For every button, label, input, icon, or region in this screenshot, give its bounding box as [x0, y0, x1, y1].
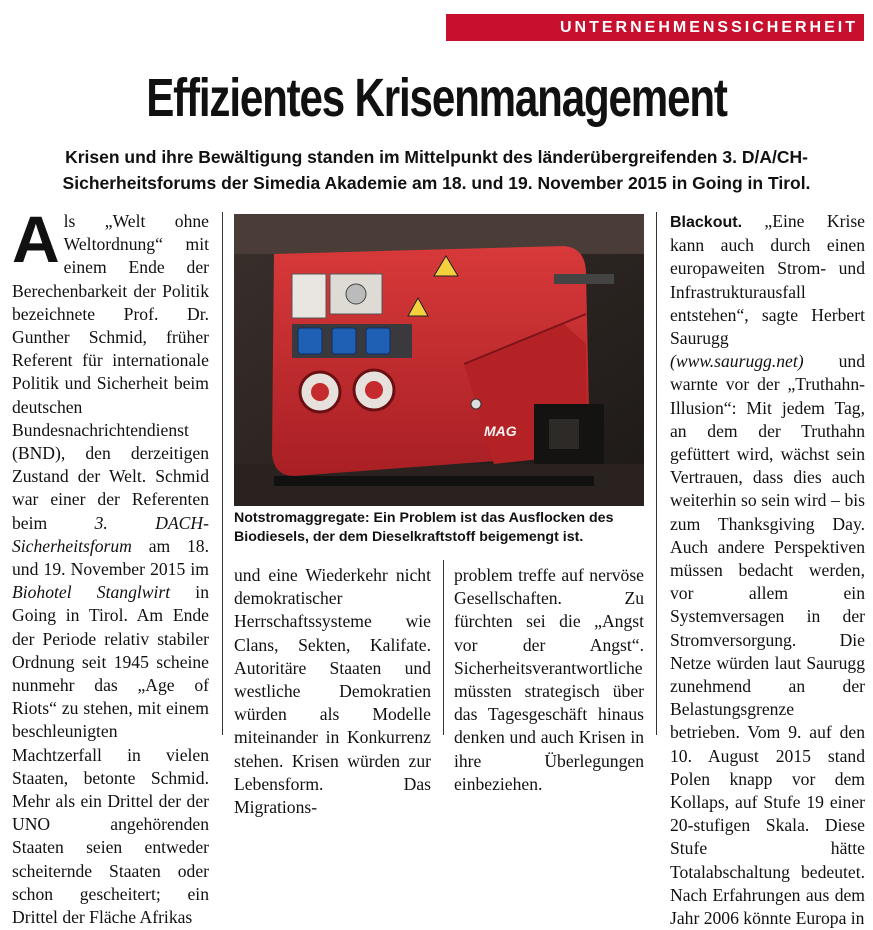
article-column-3: [454, 564, 644, 794]
article-column-4: [670, 210, 865, 929]
subheading-blackout: Blackout.: [670, 214, 743, 231]
section-label: UNTERNEHMENSSICHERHEIT: [446, 14, 864, 41]
body-text: in Going in Tirol. Am Ende der Periode relativ stabiler Ordnung seit 1945 scheine nunmehr das „Age of Riots“ zu stehen, mit einem beschleunigten Machtzerfall in vielen Staaten, betonte Schmid. Mehr als ein Drittel der der UNO angehörenden Staaten seien entweder scheiternde Staaten oder schon gescheitert; ein Drittel der Fläche Afrikas: [12, 582, 209, 928]
headline: Effizientes Krisenmanagement: [146, 68, 727, 128]
body-text: „Eine Krise kann auch durch einen europaweiten Strom- und Infrastrukturausfall entstehen“, sagte Herbert Saurugg: [670, 211, 865, 349]
body-text: und warnte vor der „Truthahn-Illusion“: Mit jedem Tag, an dem der Truthahn gefüttert wird, wächst sein Vertrauen, dass dies auch weiterhin so sein wird – bis zum Thanksgiving Day. Auch andere Perspektiven müssen bedacht werden, vor allem ein Systemversagen in der Stromversorgung. Die Netze würden laut Saurugg zunehmend an der Belastungsgrenze betrieben. Vom 9. auf den 10. August 2015 stand Polen knapp vor dem Kollaps, auf Stufe 19 einer 20-stufigen Skala. Diese Stufe hätte Totalabschaltung bedeutet. Nach Erfahrungen aus dem Jahr 2006 könnte Europa in: [670, 351, 865, 929]
body-text: problem treffe auf nervöse Gesellschaften. Zu fürchten sei die „Angst vor der Angst“. Sicherheitsverantwortliche müssten strategisch über das Tagesgeschäft hinaus denken und auch Krisen in ihre Überlegungen einbeziehen.: [454, 565, 644, 794]
venue-name: Biohotel Stanglwirt: [12, 582, 171, 603]
article-column-2: [234, 564, 431, 818]
website-reference: (www.saurugg.net): [670, 351, 804, 372]
generator-brand: MAG: [484, 423, 517, 439]
body-text: am 18. und 19. November 2015 im: [12, 535, 209, 580]
column-divider: [656, 212, 657, 735]
body-text: und eine Wiederkehr nicht demokratischer Herrschaftssysteme wie Clans, Sekten, Kalifate. Autoritäre Staaten und westliche Demokratien würden als Modelle miteinander in Konkurrenz stehen. Krisen würden zur Lebensform. Das Migrations-: [234, 565, 431, 818]
drop-cap: A: [12, 202, 60, 276]
generator-photo: [234, 214, 644, 506]
photo-caption: Notstromaggregate: Ein Problem ist das Ausflocken des Biodiesels, der dem Dieselkraftstoff beigemengt ist.: [234, 510, 614, 545]
generator-illustration: [234, 214, 644, 506]
lead-paragraph: Krisen und ihre Bewältigung standen im Mittelpunkt des länderübergreifenden 3. D/A/CH-Sicherheitsforums der Simedia Akademie am 18. und 19. November 2015 in Going in Tirol.: [62, 147, 811, 193]
column-divider: [443, 560, 444, 735]
body-text: ls „Welt ohne Weltordnung“ mit einem Ende der Berechenbarkeit der Politik bezeichnete Prof. Dr. Gunther Schmid, früher Referent für internationale Politik und Sicherheit beim deutschen Bundesnachrichtendienst (BND), den derzeitigen Zustand der Welt. Schmid war einer der Referenten beim: [12, 211, 209, 533]
article-column-1: [12, 202, 209, 928]
event-name: 3. DACH-Sicherheitsforum: [12, 512, 209, 556]
column-divider: [222, 212, 223, 735]
